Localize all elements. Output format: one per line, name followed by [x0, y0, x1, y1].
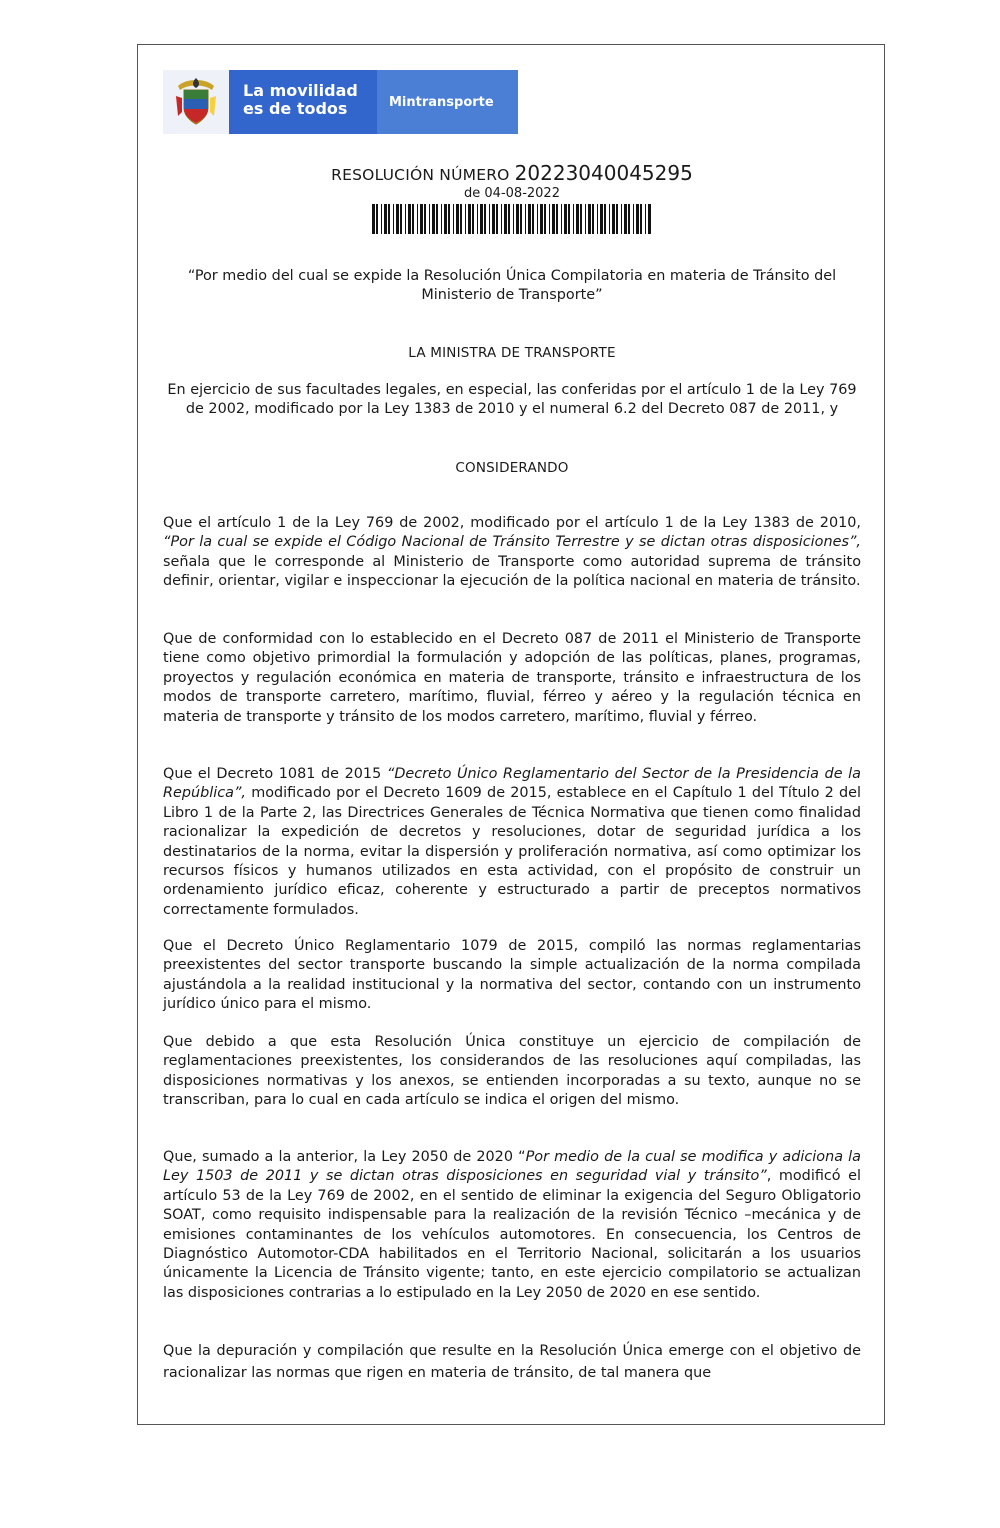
- slogan: [229, 70, 377, 134]
- barcode-icon: [372, 204, 652, 234]
- paragraph-1-text-end: señala que le corresponde al Ministerio de Transporte como autoridad suprema de tránsito definir, orientar, vigilar e inspeccionar la ejecución de la política nacional en materia de tránsito.: [163, 553, 861, 590]
- paragraph-3-text: Que el Decreto 1081 de 2015: [163, 766, 387, 782]
- considerando-heading: CONSIDERANDO: [455, 460, 569, 476]
- paragraph-1-quote: “Por la cual se expide el Código Nacional de Tránsito Terrestre y se dictan otras disposiciones”,: [163, 534, 861, 551]
- paragraph-3-text-end: modificado por el Decreto 1609 de 2015, establece en el Capítulo 1 del Título 2 del Libro 1 de la Parte 2, las Directrices Generales de Técnica Normativa que tienen como finalidad racionalizar la expedición de decretos y resoluciones, dotar de seguridad jurídica a los destinatarios de la norma, evitar la dispersión y proliferación normativa, así como optimizar los recursos físicos y humanos utilizados en esta actividad, con el propósito de construir un ordenamiento jurídico eficaz, coherente y estructurado a partir de preceptos normativos correctamente formulados.: [163, 785, 861, 918]
- paragraph-3: [163, 765, 861, 920]
- resolution-subject: “Por medio del cual se expide la Resolución Única Compilatoria en materia de Tránsito del Ministerio de Transporte”: [187, 268, 837, 304]
- paragraph-1: [163, 514, 861, 592]
- paragraph-6-quote: Por medio de la cual se modifica y adiciona la Ley 1503 de 2011 y se dictan otras disposiciones en seguridad vial y tránsito”: [163, 1149, 861, 1185]
- resolution-number: 20223040045295: [514, 161, 693, 185]
- paragraph-3-quote: “Decreto Único Reglamentario del Sector de la Presidencia de la República”,: [163, 766, 861, 802]
- resolution-date: de 04-08-2022: [464, 186, 560, 201]
- paragraph-7: Que la depuración y compilación que resulte en la Resolución Única emerge con el objetivo de racionalizar las normas que rigen en materia de tránsito, de tal manera que: [163, 1343, 861, 1381]
- slogan-line-2: es de todos: [243, 99, 348, 118]
- resolution-label: RESOLUCIÓN NÚMERO: [331, 166, 510, 184]
- paragraph-6-text: Que, sumado a la anterior, la Ley 2050 de 2020 “: [163, 1149, 526, 1165]
- paragraph-6-text-end: , modificó el artículo 53 de la Ley 769 de 2002, en el sentido de eliminar la exigencia del Seguro Obligatorio SOAT, como requisito indispensable para la realización de la revisión Técnico –mecánica y de emisiones contaminantes de los vehículos automotores. En consecuencia, los Centros de Diagnóstico Automotor-CDA habilitados en el Territorio Nacional, solicitarán a los usuarios únicamente la Licencia de Tránsito vigente; tanto, en este ejercicio compilatorio se actualizan las disposiciones contrarias a lo estipulado en la Ley 2050 de 2020 en ese sentido.: [163, 1168, 862, 1301]
- legal-powers: En ejercicio de sus facultades legales, en especial, las conferidas por el artículo 1 de la Ley 769 de 2002, modificado por la Ley 1383 de 2010 y el numeral 6.2 del Decreto 087 de 2011, y: [167, 382, 857, 418]
- header-banner: [163, 70, 518, 134]
- resolution-title: [138, 161, 886, 185]
- document-page: [137, 44, 885, 1425]
- brand-name: Mintransporte: [377, 70, 518, 134]
- slogan-line-1: La movilidad: [243, 81, 358, 100]
- paragraph-5: Que debido a que esta Resolución Única constituye un ejercicio de compilación de reglamentaciones preexistentes, los considerandos de las resoluciones aquí compiladas, las disposiciones normativas y los anexos, se entienden incorporadas a su texto, aunque no se transcriban, para lo cual en cada artículo se indica el origen del mismo.: [163, 1034, 861, 1109]
- paragraph-4: Que el Decreto Único Reglamentario 1079 de 2015, compiló las normas reglamentarias preexistentes del sector transporte buscando la simple actualización de la norma compilada ajustándola a la realidad institucional y la normativa del sector, contando con un instrumento jurídico único para el mismo.: [163, 938, 861, 1013]
- paragraph-6: [163, 1148, 861, 1303]
- authority-heading: LA MINISTRA DE TRANSPORTE: [408, 345, 616, 361]
- coat-of-arms-icon: [163, 70, 229, 134]
- paragraph-1-text: Que el artículo 1 de la Ley 769 de 2002, modificado por el artículo 1 de la Ley 1383 de 2010,: [163, 515, 861, 531]
- paragraph-2: Que de conformidad con lo establecido en el Decreto 087 de 2011 el Ministerio de Transporte tiene como objetivo primordial la formulación y adopción de las políticas, planes, programas, proyectos y regulación económica en materia de transporte, tránsito e infraestructura de los modos de transporte carretero, marítimo, fluvial, férreo y aéreo y la regulación técnica en materia de transporte y tránsito de los modos carretero, marítimo, fluvial y férreo.: [163, 631, 861, 725]
